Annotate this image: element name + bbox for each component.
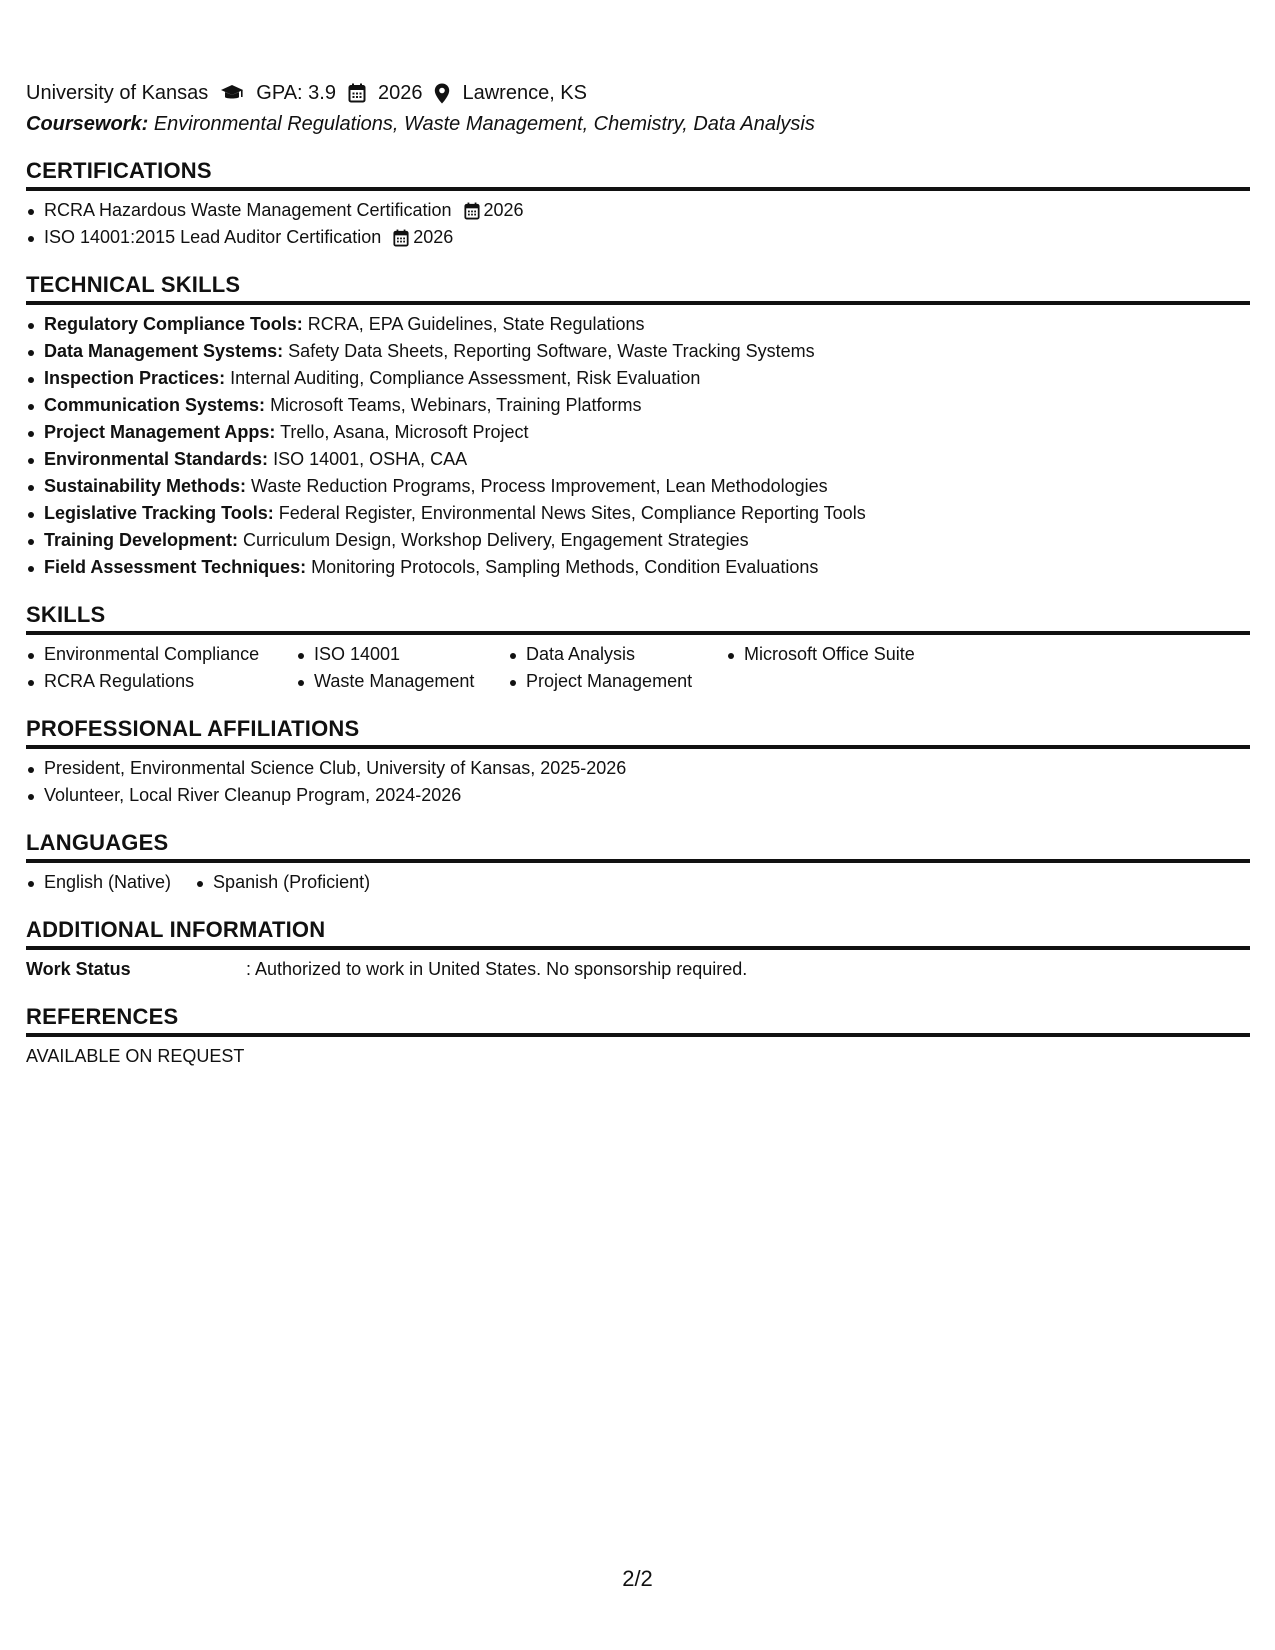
skill-category: Project Management Apps: [44,422,276,442]
list-item [26,365,1250,392]
technical-skills-title: TECHNICAL SKILLS [26,271,1250,305]
affiliations-list [26,755,1250,809]
coursework-value: Environmental Regulations, Waste Management, Chemistry, Data Analysis [153,113,815,135]
skill-values: Waste Reduction Programs, Process Improvement, Lean Methodologies [251,476,828,496]
calendar-icon [464,202,480,220]
references-title: REFERENCES [26,1003,1250,1037]
skill-values: Federal Register, Environmental News Sites, Compliance Reporting Tools [278,503,866,523]
list-item: Data Analysis [508,641,726,668]
skill-category: Environmental Standards: [44,449,269,469]
resume-page [26,78,1250,1070]
list-item [26,473,1250,500]
certification-year: 2026 [483,200,524,220]
list-item: Spanish (Proficient) [195,869,370,896]
list-item [26,311,1250,338]
skill-values: Trello, Asana, Microsoft Project [280,422,529,442]
work-status-row [26,956,1250,983]
skill-category: Data Management Systems: [44,341,284,361]
list-item: Environmental Compliance [26,641,296,668]
skill-values: Monitoring Protocols, Sampling Methods, Condition Evaluations [311,557,819,577]
languages-section [26,829,1250,896]
skills-column [726,641,1026,695]
list-item: English (Native) [26,869,171,896]
skills-grid [26,641,1250,695]
work-status-value: : Authorized to work in United States. No sponsorship required. [246,959,748,979]
skills-section [26,601,1250,695]
list-item: ISO 14001 [296,641,508,668]
certification-name: RCRA Hazardous Waste Management Certification [44,200,452,220]
gpa: GPA: 3.9 [256,82,336,104]
references-section [26,1003,1250,1070]
map-pin-icon [434,83,450,104]
references-text: AVAILABLE ON REQUEST [26,1046,245,1066]
coursework-line [26,109,1250,139]
calendar-icon [393,229,409,247]
list-item [26,527,1250,554]
education-line [26,78,1250,108]
skill-values: RCRA, EPA Guidelines, State Regulations [307,314,645,334]
skill-values: ISO 14001, OSHA, CAA [273,449,468,469]
additional-info-title: ADDITIONAL INFORMATION [26,916,1250,950]
skill-values: Safety Data Sheets, Reporting Software, Waste Tracking Systems [288,341,815,361]
technical-skills-list [26,311,1250,581]
school-name: University of Kansas [26,82,209,104]
skill-values: Internal Auditing, Compliance Assessment, Risk Evaluation [230,368,701,388]
affiliations-section [26,715,1250,809]
skills-column [26,641,296,695]
skills-title: SKILLS [26,601,1250,635]
work-status-label: Work Status [26,959,131,979]
list-item [26,446,1250,473]
list-item [26,554,1250,581]
certification-year: 2026 [413,227,454,247]
additional-info-section [26,916,1250,983]
skill-category: Regulatory Compliance Tools: [44,314,303,334]
skill-category: Sustainability Methods: [44,476,247,496]
certifications-list [26,197,1250,251]
skill-values: Microsoft Teams, Webinars, Training Platforms [270,395,642,415]
skill-values: Curriculum Design, Workshop Delivery, Engagement Strategies [243,530,749,550]
school-location: Lawrence, KS [462,82,587,104]
languages-list [26,869,1250,896]
list-item [26,500,1250,527]
skills-column [508,641,726,695]
coursework-label: Coursework: [26,113,149,135]
list-item [26,338,1250,365]
list-item: President, Environmental Science Club, University of Kansas, 2025-2026 [26,755,1250,782]
skill-category: Communication Systems: [44,395,266,415]
list-item: Volunteer, Local River Cleanup Program, 2024-2026 [26,782,1250,809]
skill-category: Inspection Practices: [44,368,226,388]
calendar-icon [348,83,366,103]
list-item: RCRA Regulations [26,668,296,695]
list-item [26,224,1250,251]
skills-column [296,641,508,695]
list-item: Project Management [508,668,726,695]
list-item [26,392,1250,419]
affiliations-title: PROFESSIONAL AFFILIATIONS [26,715,1250,749]
skill-category: Field Assessment Techniques: [44,557,307,577]
page-number: 2/2 [622,1566,653,1591]
graduation-cap-icon [220,84,244,102]
languages-title: LANGUAGES [26,829,1250,863]
graduation-year: 2026 [377,82,423,104]
skill-category: Training Development: [44,530,239,550]
list-item [26,197,1250,224]
certifications-title: CERTIFICATIONS [26,157,1250,191]
technical-skills-section [26,271,1250,581]
certification-name: ISO 14001:2015 Lead Auditor Certification [44,227,382,247]
list-item: Waste Management [296,668,508,695]
list-item: Microsoft Office Suite [726,641,1026,668]
certifications-section [26,157,1250,251]
list-item [26,419,1250,446]
skill-category: Legislative Tracking Tools: [44,503,274,523]
